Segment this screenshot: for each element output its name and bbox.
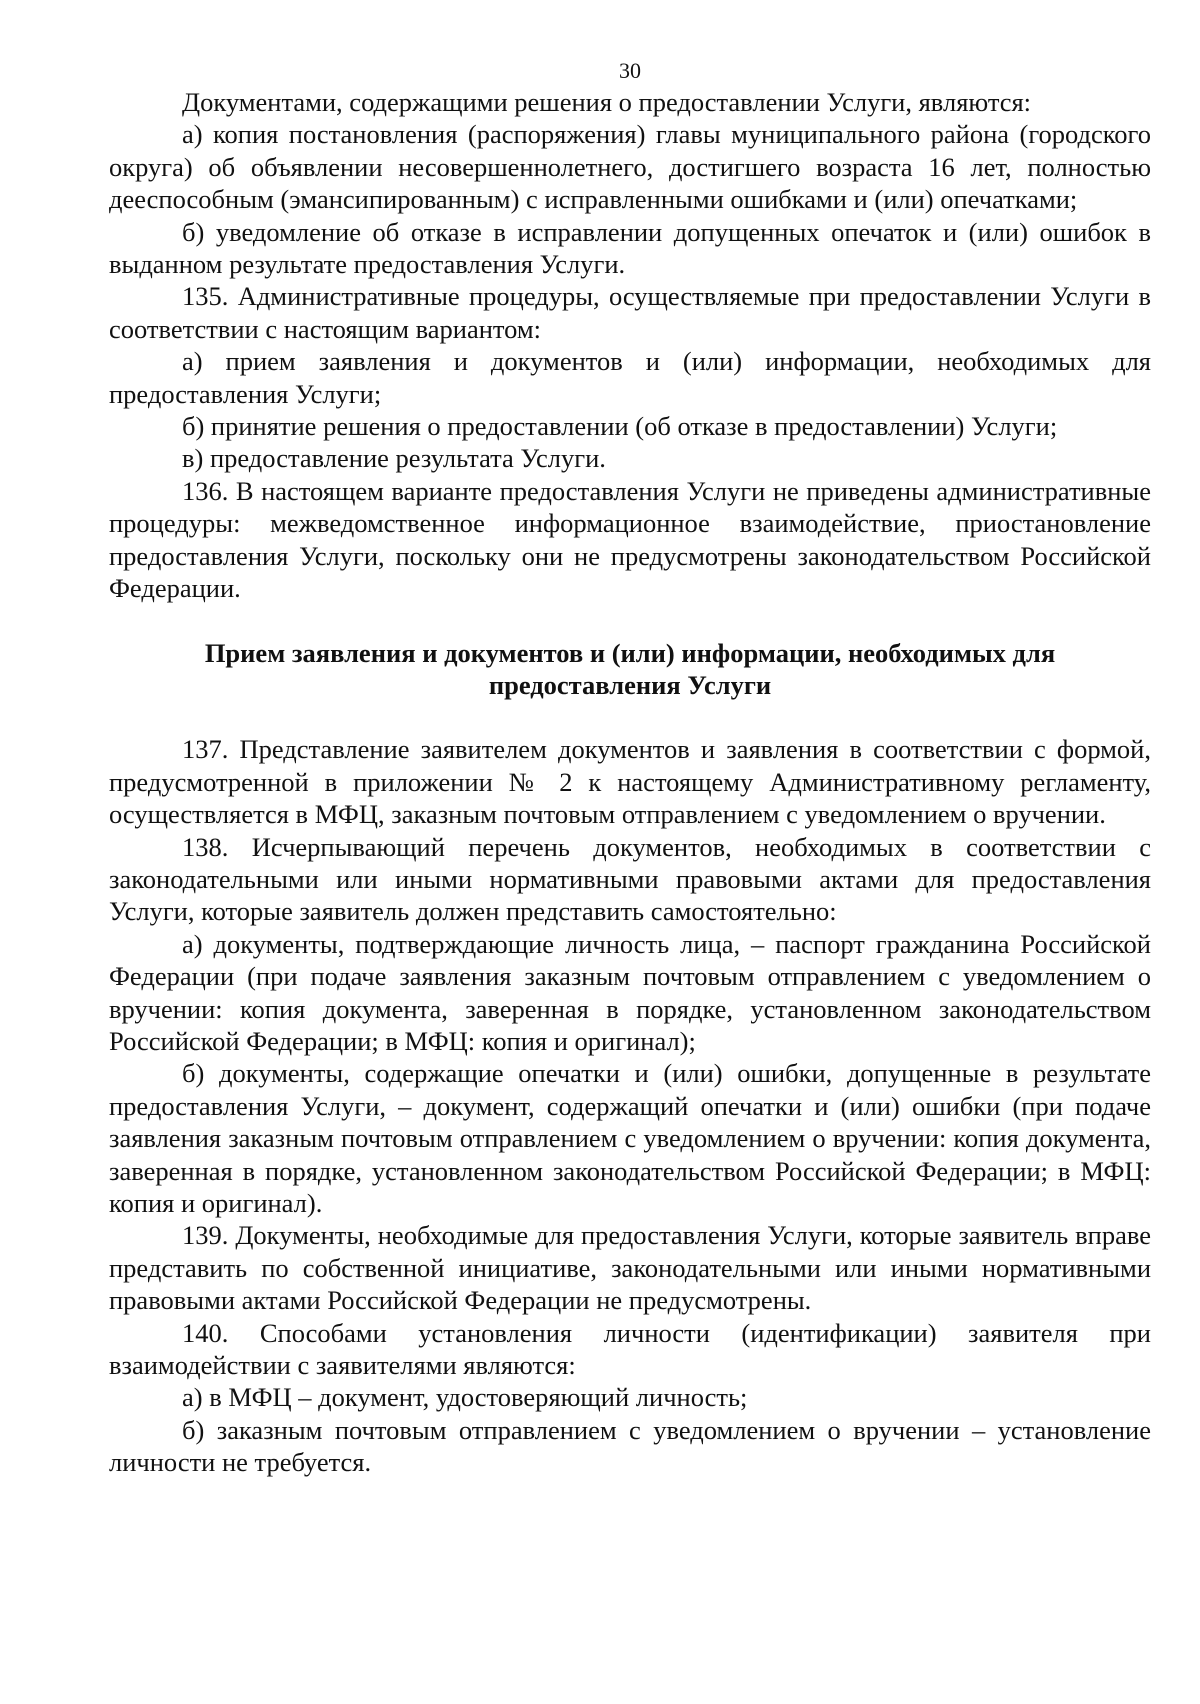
paragraph: а) в МФЦ – документ, удостоверяющий личность; [182, 1382, 748, 1413]
paragraph: 138. Исчерпывающий перечень документов, необходимых в соответствии с законодательными или иными нормативными правовыми актами для предоставления Услуги, которые заявитель должен представить самостоятельно: [109, 831, 1151, 927]
paragraph: б) заказным почтовым отправлением с уведомлением о вручении – установление личности не требуется. [109, 1414, 1151, 1478]
paragraph: б) уведомление об отказе в исправлении допущенных опечаток и (или) ошибок в выданном результате предоставления Услуги. [109, 216, 1151, 280]
paragraph: 140. Способами установления личности (идентификации) заявителя при взаимодействии с заявителями являются: [109, 1317, 1151, 1381]
paragraph: б) принятие решения о предоставлении (об отказе в предоставлении) Услуги; [182, 411, 1058, 442]
section-heading-line: предоставления Услуги [488, 669, 772, 700]
paragraph: 137. Представление заявителем документов и заявления в соответствии с формой, предусмотренной в приложении № 2 к настоящему Административному регламенту, осуществляется в МФЦ, заказным почтовым отправлением с уведомлением о вручении. [109, 734, 1151, 830]
section-heading [109, 637, 1151, 702]
paragraph: а) копия постановления (распоряжения) главы муниципального района (городского округа) об объявлении несовершеннолетнего, достигшего возраста 16 лет, полностью дееспособным (эмансипированным) с исправленными ошибками и (или) опечатками; [109, 119, 1151, 215]
paragraph: а) документы, подтверждающие личность лица, – паспорт гражданина Российской Федерации (при подаче заявления заказным почтовым отправлением с уведомлением о вручении: копия документа, заверенная в порядке, установленном законодательством Российской Федерации; в МФЦ: копия и оригинал); [109, 928, 1151, 1056]
document-page [109, 58, 1151, 1479]
paragraph: а) прием заявления и документов и (или) информации, необходимых для предоставления Услуги; [109, 346, 1151, 409]
paragraph: 135. Административные процедуры, осуществляемые при предоставлении Услуги в соответствии с настоящим вариантом: [109, 281, 1151, 344]
paragraph: 136. В настоящем варианте предоставления Услуги не приведены административные процедуры: межведомственное информационное взаимодействие, приостановление предоставления Услуги, поскольку они не предусмотрены законодательством Российской Федерации. [109, 475, 1151, 604]
section-heading-line: Прием заявления и документов и (или) информации, необходимых для [204, 637, 1056, 668]
paragraph: б) документы, содержащие опечатки и (или) ошибки, допущенные в результате предоставления Услуги, – документ, содержащий опечатки и (или) ошибки (при подаче заявления заказным почтовым отправлением с уведомлением о вручении: копия документа, заверенная в порядке, установленном законодательством Российской Федерации; в МФЦ: копия и оригинал). [109, 1058, 1151, 1218]
paragraph: 139. Документы, необходимые для предоставления Услуги, которые заявитель вправе представить по собственной инициативе, законодательными или иными нормативными правовыми актами Российской Федерации не предусмотрены. [109, 1220, 1151, 1316]
paragraph: в) предоставление результата Услуги. [182, 443, 606, 474]
paragraph: Документами, содержащими решения о предоставлении Услуги, являются: [182, 87, 1032, 117]
page-number: 30 [619, 58, 641, 83]
